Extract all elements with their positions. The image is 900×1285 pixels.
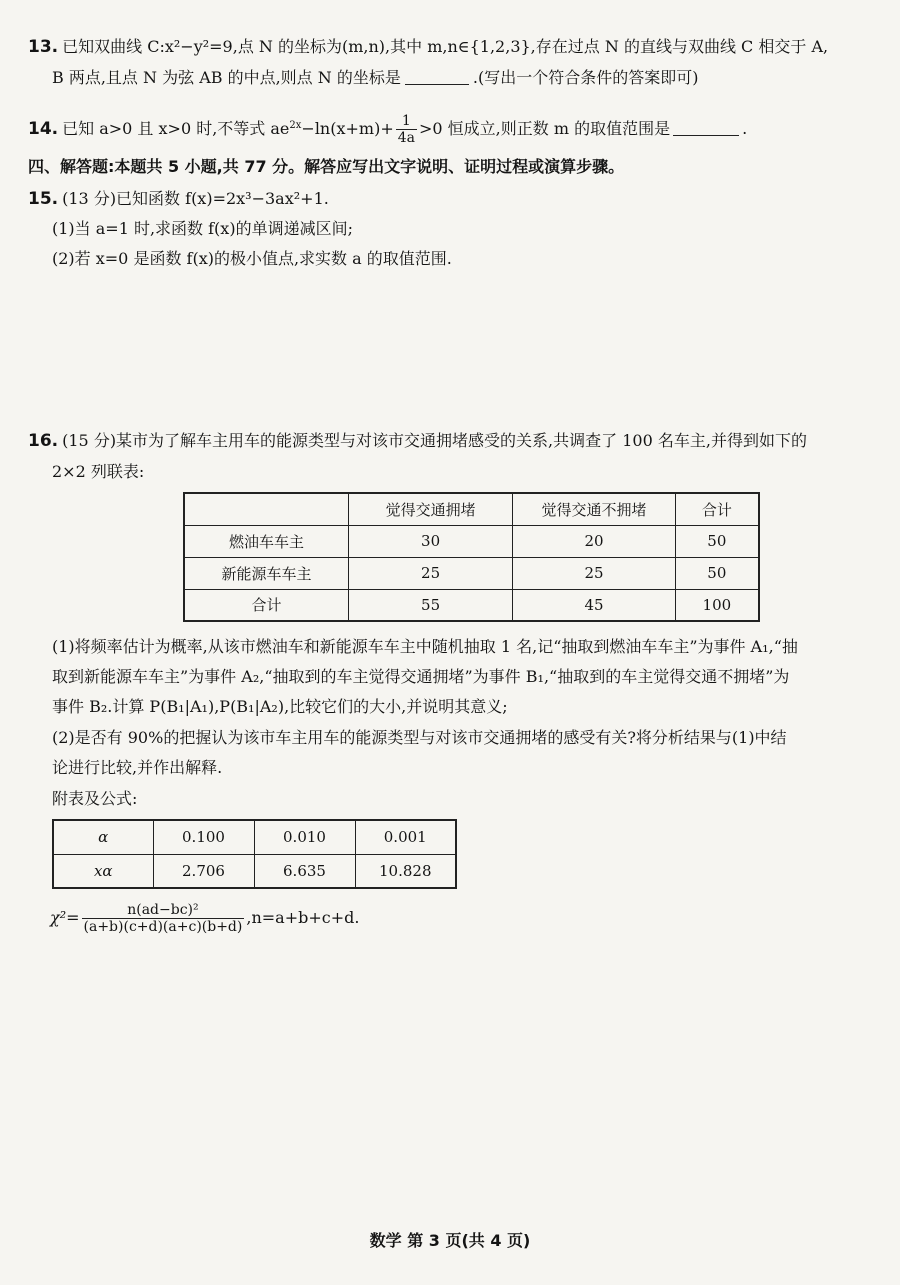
table-cell: 6.635 [254, 854, 355, 888]
q16-part1-line2: 取到新能源车车主”为事件 A₂,“抽取到的车主觉得交通拥堵”为事件 B₁,“抽取到的车主觉得交通不拥堵”为 [52, 667, 790, 686]
table-header-row [184, 493, 759, 525]
q14-frac-num: 1 [396, 113, 417, 130]
table-row [53, 854, 456, 888]
table-cell: 10.828 [355, 854, 456, 888]
table-cell: 50 [675, 557, 759, 589]
table-cell: 合计 [184, 589, 348, 621]
q14-mid: −ln(x+m)+ [301, 119, 394, 138]
table-row [184, 557, 759, 589]
q16-stem-line1 [28, 430, 807, 452]
q14-line [28, 110, 747, 148]
table-cell: xα [53, 854, 153, 888]
q14-fraction [396, 113, 417, 146]
q14-end: . [742, 119, 748, 138]
q16-number: 16. [28, 431, 59, 451]
table-header-cell: 合计 [675, 493, 759, 525]
critical-value-table [52, 819, 457, 889]
q15-part2: (2)若 x=0 是函数 f(x)的极小值点,求实数 a 的取值范围. [52, 249, 452, 268]
q14-answer-blank [673, 120, 739, 136]
table-cell: 45 [513, 589, 675, 621]
table-cell: α [53, 820, 153, 854]
table-cell: 50 [675, 525, 759, 557]
q13-number: 13. [28, 37, 59, 57]
q14-pre: 已知 a>0 且 x>0 时,不等式 ae [62, 119, 290, 138]
table-cell: 20 [513, 525, 675, 557]
table-cell: 新能源车车主 [184, 557, 348, 589]
table-cell: 25 [348, 557, 512, 589]
q14-exponent: 2x [289, 120, 302, 131]
q13-answer-blank [405, 69, 469, 85]
table-row [184, 589, 759, 621]
page-footer: 数学 第 3 页(共 4 页) [369, 1231, 531, 1250]
q16-part1-line1: (1)将频率估计为概率,从该市燃油车和新能源车车主中随机抽取 1 名,记“抽取到燃油车车主”为事件 A₁,“抽 [52, 637, 798, 656]
appendix-label: 附表及公式: [52, 789, 138, 808]
q15-part1: (1)当 a=1 时,求函数 f(x)的单调递减区间; [52, 219, 353, 238]
table-cell: 25 [513, 557, 675, 589]
chi-square-formula [50, 898, 359, 938]
q13-line1 [28, 36, 828, 58]
table-header-cell: 觉得交通不拥堵 [513, 493, 675, 525]
table-header-cell: 觉得交通拥堵 [348, 493, 512, 525]
table-cell: 100 [675, 589, 759, 621]
table-cell: 0.001 [355, 820, 456, 854]
formula-lhs: χ²= [50, 908, 80, 927]
q16-part2-line2: 论进行比较,并作出解释. [52, 758, 223, 777]
q14-frac-den: 4a [397, 130, 415, 146]
formula-fraction [82, 902, 245, 935]
q14-post: >0 恒成立,则正数 m 的取值范围是 [419, 119, 671, 138]
q13-line2 [52, 67, 698, 89]
section-heading: 四、解答题:本题共 5 小题,共 77 分。解答应写出文字说明、证明过程或演算步骤。 [28, 157, 625, 176]
table-cell: 燃油车车主 [184, 525, 348, 557]
q13-text-2b: .(写出一个符合条件的答案即可) [472, 68, 699, 87]
table-cell: 0.100 [153, 820, 254, 854]
q16-stem-text1: (15 分)某市为了解车主用车的能源类型与对该市交通拥堵感受的关系,共调查了 100 名车主,并得到如下的 [62, 431, 807, 450]
q16-part1-line3: 事件 B₂.计算 P(B₁|A₁),P(B₁|A₂),比较它们的大小,并说明其意义; [52, 697, 508, 716]
table-cell: 2.706 [153, 854, 254, 888]
q15-stem-text: (13 分)已知函数 f(x)=2x³−3ax²+1. [62, 189, 329, 208]
table-cell: 55 [348, 589, 512, 621]
contingency-table [183, 492, 760, 622]
q13-text-2a: B 两点,且点 N 为弦 AB 的中点,则点 N 的坐标是 [52, 68, 401, 87]
q15-number: 15. [28, 189, 59, 209]
table-row [184, 525, 759, 557]
table-header-cell [184, 493, 348, 525]
q14-number: 14. [28, 119, 59, 139]
table-row [53, 820, 456, 854]
q16-stem-line2: 2×2 列联表: [52, 462, 145, 481]
formula-denominator: (a+b)(c+d)(a+c)(b+d) [83, 919, 243, 935]
formula-rhs: ,n=a+b+c+d. [246, 908, 360, 927]
table-cell: 30 [348, 525, 512, 557]
formula-numerator: n(ad−bc)² [82, 902, 245, 919]
q15-stem [28, 188, 329, 210]
q13-text-1: 已知双曲线 C:x²−y²=9,点 N 的坐标为(m,n),其中 m,n∈{1,2,3},存在过点 N 的直线与双曲线 C 相交于 A, [62, 37, 829, 56]
table-cell: 0.010 [254, 820, 355, 854]
q16-part2-line1: (2)是否有 90%的把握认为该市车主用车的能源类型与对该市交通拥堵的感受有关?将分析结果与(1)中结 [52, 728, 787, 747]
